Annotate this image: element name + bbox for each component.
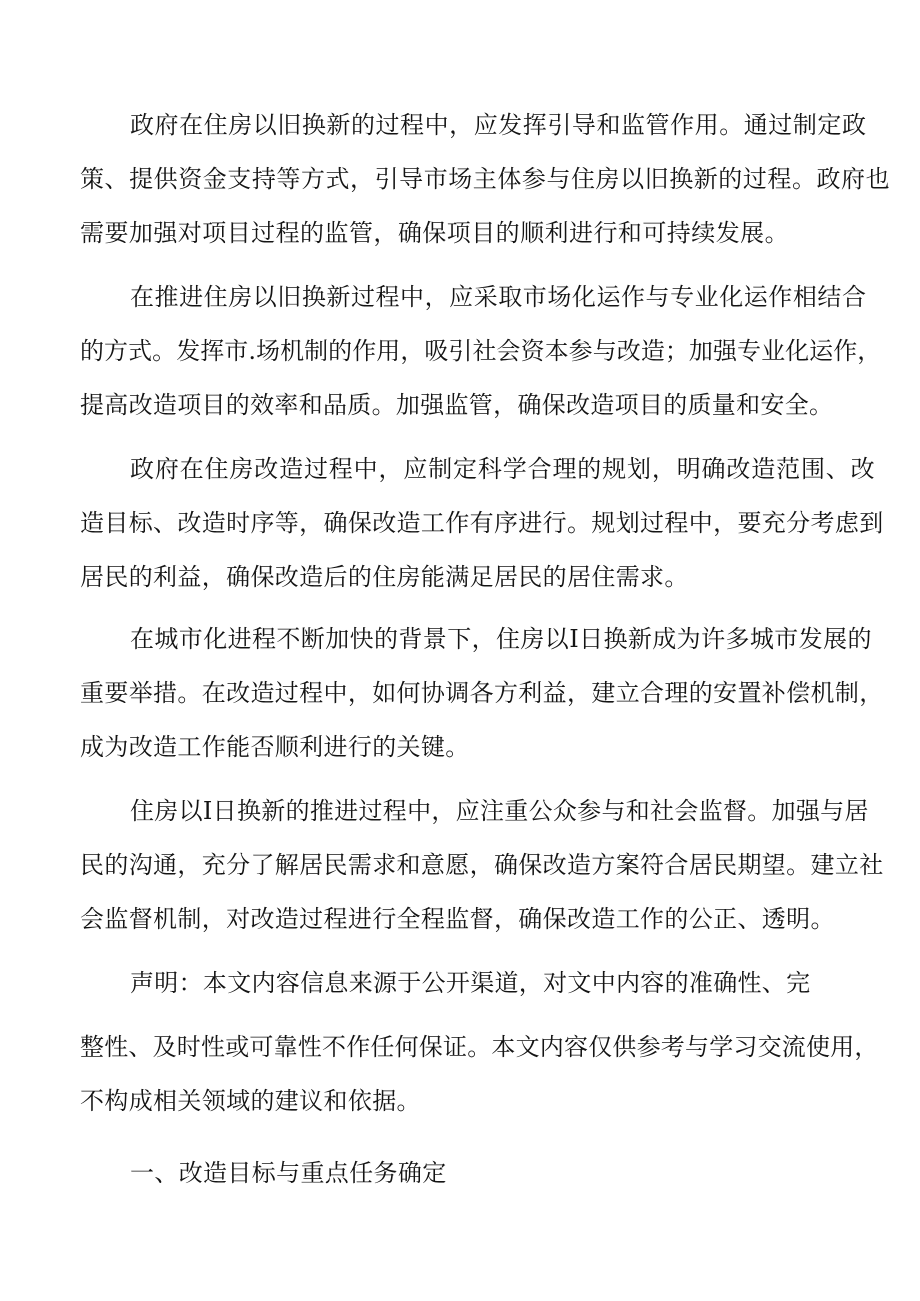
paragraph-line: 整性、及时性或可靠性不作任何保证。本文内容仅供参考与学习交流使用， — [80, 1033, 879, 1061]
paragraph-line: 会监督机制，对改造过程进行全程监督，确保改造工作的公正、透明。 — [80, 905, 835, 933]
paragraph-line: 重要举措。在改造过程中，如何协调各方利益，建立合理的安置补偿机制， — [80, 679, 884, 707]
paragraph-line: 政府在住房改造过程中，应制定科学合理的规划，明确改造范围、改 — [130, 455, 876, 483]
paragraph-line: 在城市化进程不断加快的背景下，住房以I日换新成为许多城市发展的 — [130, 625, 872, 653]
paragraph-line: 需要加强对项目过程的监管，确保项目的顺利进行和可持续发展。 — [80, 219, 790, 247]
paragraph-line: 成为改造工作能否顺利进行的关键。 — [80, 733, 470, 761]
paragraph-line: 居民的利益，确保改造后的住房能满足居民的居住需求。 — [80, 563, 689, 591]
paragraph-line: 在推进住房以旧换新过程中，应采取市场化运作与专业化运作相结合 — [130, 283, 867, 311]
paragraph-line: 提高改造项目的效率和品质。加强监管，确保改造项目的质量和安全。 — [80, 391, 834, 419]
paragraph-line: 策、提供资金支持等方式，引导市场主体参与住房以旧换新的过程。政府也 — [80, 165, 891, 193]
paragraph-line: 住房以I日换新的推进过程中，应注重公众参与和社会监督。加强与居 — [130, 797, 869, 825]
paragraph-line: 民的沟通，充分了解居民需求和意愿，确保改造方案符合居民期望。建立社 — [80, 851, 884, 879]
paragraph-line: 造目标、改造时序等，确保改造工作有序进行。规划过程中，要充分考虑到 — [80, 509, 884, 537]
paragraph-line: 政府在住房以旧换新的过程中，应发挥引导和监管作用。通过制定政 — [130, 111, 867, 139]
paragraph-line: 不构成相关领域的建议和依据。 — [80, 1087, 421, 1115]
paragraph-line: 的方式。发挥市.场机制的作用，吸引社会资本参与改造；加强专业化运作， — [80, 337, 882, 365]
paragraph-line: 声明：本文内容信息来源于公开渠道，对文中内容的准确性、完 — [130, 969, 811, 997]
section-heading: 一、改造目标与重点任务确定 — [130, 1159, 447, 1187]
